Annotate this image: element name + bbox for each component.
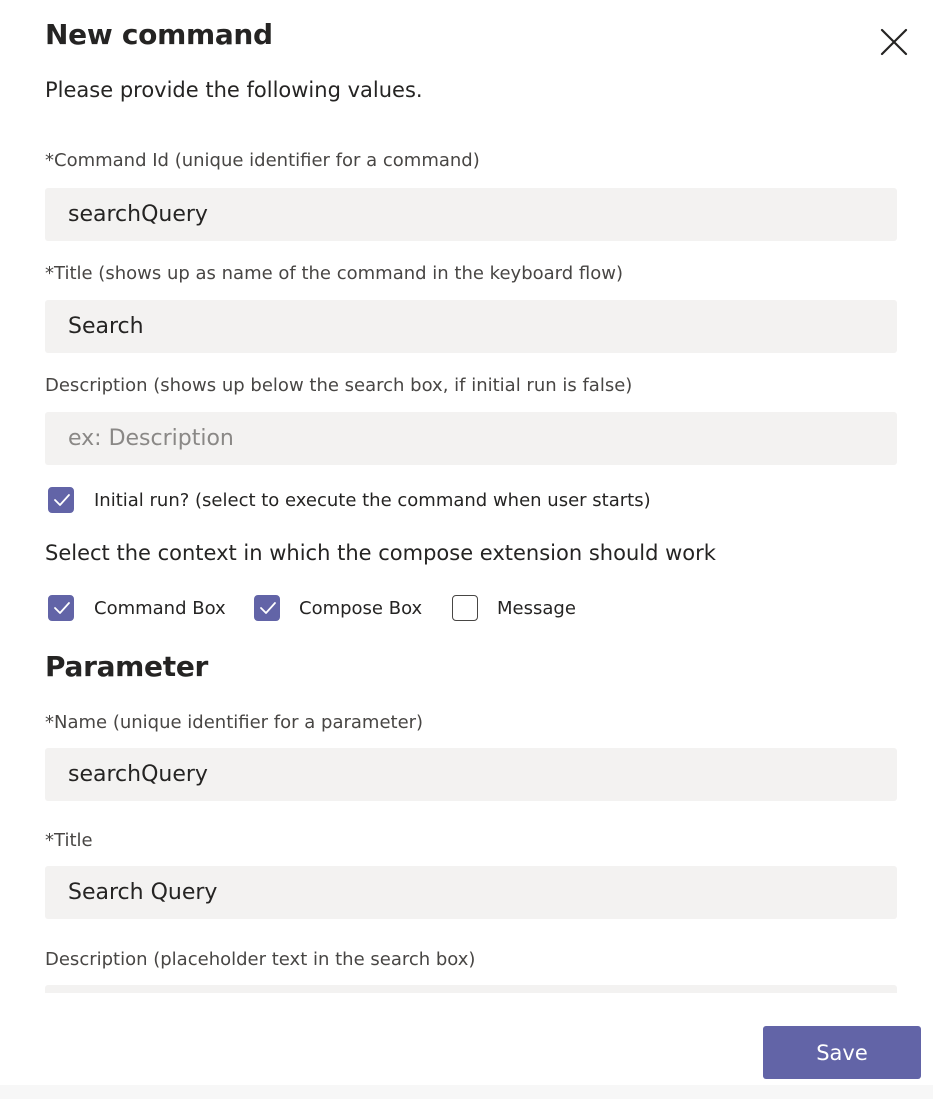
command-description-input[interactable] bbox=[45, 412, 897, 465]
context-heading: Select the context in which the compose extension should work bbox=[45, 541, 716, 565]
message-label: Message bbox=[497, 598, 576, 619]
parameter-name-label: *Name (unique identifier for a parameter) bbox=[45, 712, 424, 733]
initial-run-checkbox[interactable] bbox=[48, 487, 74, 513]
parameter-name-input[interactable] bbox=[45, 748, 897, 801]
checkmark-icon bbox=[53, 601, 71, 615]
initial-run-label: Initial run? (select to execute the command when user starts) bbox=[94, 490, 651, 511]
command-title-input[interactable] bbox=[45, 300, 897, 353]
dialog-subtitle: Please provide the following values. bbox=[45, 78, 423, 102]
command-box-checkbox[interactable] bbox=[48, 595, 74, 621]
dialog-title: New command bbox=[45, 18, 273, 51]
command-id-input[interactable] bbox=[45, 188, 897, 241]
close-icon bbox=[878, 28, 910, 56]
close-button[interactable] bbox=[878, 28, 910, 56]
save-button[interactable]: Save bbox=[763, 1026, 921, 1079]
checkmark-icon bbox=[53, 493, 71, 507]
command-id-label: *Command Id (unique identifier for a command) bbox=[45, 150, 480, 171]
command-title-label: *Title (shows up as name of the command in the keyboard flow) bbox=[45, 263, 623, 284]
checkmark-icon bbox=[259, 601, 277, 615]
command-box-label: Command Box bbox=[94, 598, 226, 619]
parameter-title-label: *Title bbox=[45, 830, 93, 851]
message-checkbox[interactable] bbox=[452, 595, 478, 621]
form-scroll-area[interactable] bbox=[0, 120, 933, 993]
compose-box-checkbox[interactable] bbox=[254, 595, 280, 621]
footer-strip bbox=[0, 1085, 933, 1099]
compose-box-label: Compose Box bbox=[299, 598, 423, 619]
command-description-label: Description (shows up below the search box, if initial run is false) bbox=[45, 375, 633, 396]
parameter-title-input[interactable] bbox=[45, 866, 897, 919]
parameter-description-input[interactable] bbox=[45, 985, 897, 993]
parameter-description-label: Description (placeholder text in the search box) bbox=[45, 949, 476, 970]
parameter-heading: Parameter bbox=[45, 650, 209, 683]
